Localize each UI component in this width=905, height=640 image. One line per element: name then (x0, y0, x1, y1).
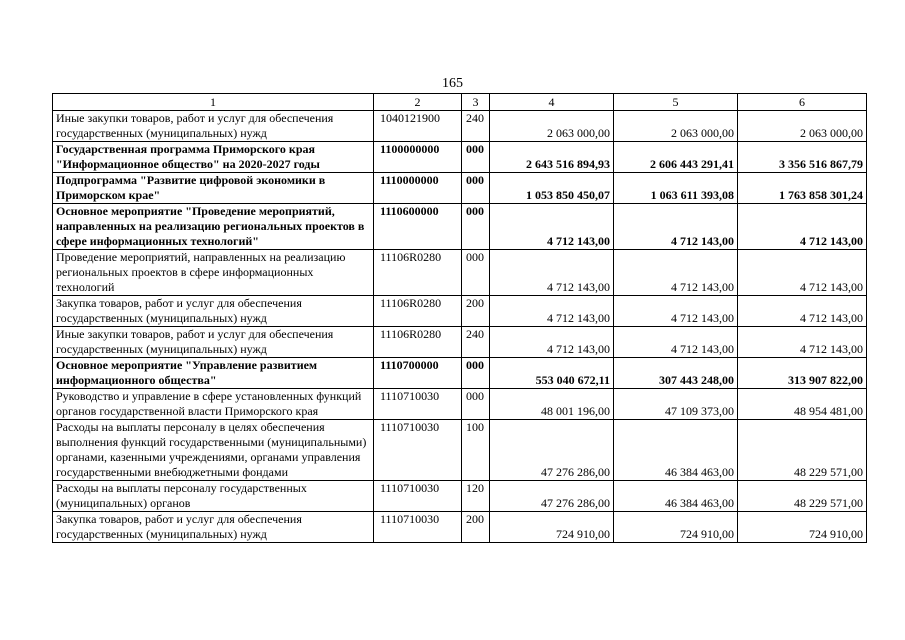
row-code-cell: 1110000000 (374, 173, 462, 204)
page-number: 165 (442, 76, 463, 91)
row-amount-cell: 48 229 571,00 (738, 420, 867, 481)
row-amount-cell: 724 910,00 (738, 512, 867, 543)
row-name-cell: Закупка товаров, работ и услуг для обеспечения государственных (муниципальных) нужд (53, 512, 374, 543)
row-type-cell: 240 (462, 327, 490, 358)
table-row (53, 420, 867, 481)
row-amount-cell: 4 712 143,00 (614, 250, 738, 296)
row-amount-cell: 4 712 143,00 (738, 296, 867, 327)
row-name-cell: Руководство и управление в сфере установленных функций органов государственной власти Приморского края (53, 389, 374, 420)
row-amount-cell: 48 229 571,00 (738, 481, 867, 512)
table-row (53, 512, 867, 543)
table-row (53, 142, 867, 173)
row-amount-cell: 4 712 143,00 (490, 250, 614, 296)
table-row (53, 327, 867, 358)
row-amount-cell: 553 040 672,11 (490, 358, 614, 389)
row-amount-cell: 2 063 000,00 (490, 111, 614, 142)
column-header: 5 (614, 94, 738, 111)
row-amount-cell: 4 712 143,00 (490, 296, 614, 327)
row-amount-cell: 1 763 858 301,24 (738, 173, 867, 204)
row-amount-cell: 4 712 143,00 (490, 204, 614, 250)
table-row (53, 250, 867, 296)
row-amount-cell: 4 712 143,00 (738, 250, 867, 296)
row-code-cell: 1110600000 (374, 204, 462, 250)
table-row (53, 111, 867, 142)
row-amount-cell: 724 910,00 (614, 512, 738, 543)
row-type-cell: 000 (462, 389, 490, 420)
column-header: 1 (53, 94, 374, 111)
row-name-cell: Расходы на выплаты персоналу государственных (муниципальных) органов (53, 481, 374, 512)
row-name-cell: Государственная программа Приморского края "Информационное общество" на 2020-2027 годы (53, 142, 374, 173)
table-row (53, 389, 867, 420)
row-amount-cell: 48 954 481,00 (738, 389, 867, 420)
row-code-cell: 1110710030 (374, 481, 462, 512)
table-row (53, 296, 867, 327)
row-amount-cell: 48 001 196,00 (490, 389, 614, 420)
row-type-cell: 000 (462, 173, 490, 204)
row-amount-cell: 4 712 143,00 (738, 204, 867, 250)
row-amount-cell: 1 063 611 393,08 (614, 173, 738, 204)
row-amount-cell: 307 443 248,00 (614, 358, 738, 389)
row-code-cell: 11106R0280 (374, 296, 462, 327)
row-code-cell: 11106R0280 (374, 250, 462, 296)
row-name-cell: Закупка товаров, работ и услуг для обеспечения государственных (муниципальных) нужд (53, 296, 374, 327)
row-name-cell: Расходы на выплаты персоналу в целях обеспечения выполнения функций государственными (муниципальными) органами, казенными учреждениями, органами управления государственными внебюджетными фондами (53, 420, 374, 481)
row-code-cell: 1110710030 (374, 420, 462, 481)
row-amount-cell: 47 276 286,00 (490, 481, 614, 512)
row-amount-cell: 46 384 463,00 (614, 481, 738, 512)
column-header: 2 (374, 94, 462, 111)
row-amount-cell: 724 910,00 (490, 512, 614, 543)
row-name-cell: Подпрограмма "Развитие цифровой экономики в Приморском крае" (53, 173, 374, 204)
row-type-cell: 000 (462, 358, 490, 389)
row-amount-cell: 47 109 373,00 (614, 389, 738, 420)
row-type-cell: 000 (462, 250, 490, 296)
table-row (53, 204, 867, 250)
table-row (53, 173, 867, 204)
row-type-cell: 120 (462, 481, 490, 512)
row-code-cell: 1100000000 (374, 142, 462, 173)
row-type-cell: 100 (462, 420, 490, 481)
row-amount-cell: 3 356 516 867,79 (738, 142, 867, 173)
column-header: 3 (462, 94, 490, 111)
row-amount-cell: 2 606 443 291,41 (614, 142, 738, 173)
row-name-cell: Основное мероприятие "Проведение мероприятий, направленных на реализацию региональных проектов в сфере информационных технологий" (53, 204, 374, 250)
row-amount-cell: 46 384 463,00 (614, 420, 738, 481)
row-code-cell: 11106R0280 (374, 327, 462, 358)
row-type-cell: 000 (462, 142, 490, 173)
row-amount-cell: 313 907 822,00 (738, 358, 867, 389)
row-amount-cell: 4 712 143,00 (614, 204, 738, 250)
row-amount-cell: 4 712 143,00 (738, 327, 867, 358)
row-type-cell: 240 (462, 111, 490, 142)
table-row (53, 358, 867, 389)
row-code-cell: 1110710030 (374, 512, 462, 543)
row-type-cell: 200 (462, 512, 490, 543)
row-amount-cell: 4 712 143,00 (614, 327, 738, 358)
row-code-cell: 1110700000 (374, 358, 462, 389)
row-code-cell: 1110710030 (374, 389, 462, 420)
row-amount-cell: 2 063 000,00 (614, 111, 738, 142)
budget-table (52, 93, 867, 543)
row-code-cell: 1040121900 (374, 111, 462, 142)
row-amount-cell: 2 063 000,00 (738, 111, 867, 142)
row-amount-cell: 4 712 143,00 (490, 327, 614, 358)
table-row (53, 481, 867, 512)
row-name-cell: Основное мероприятие "Управление развитием информационного общества" (53, 358, 374, 389)
row-amount-cell: 2 643 516 894,93 (490, 142, 614, 173)
row-amount-cell: 47 276 286,00 (490, 420, 614, 481)
column-header: 6 (738, 94, 867, 111)
table-header-row (53, 94, 867, 111)
row-name-cell: Иные закупки товаров, работ и услуг для обеспечения государственных (муниципальных) нужд (53, 327, 374, 358)
row-type-cell: 200 (462, 296, 490, 327)
table-body (53, 111, 867, 543)
row-name-cell: Проведение мероприятий, направленных на реализацию региональных проектов в сфере информационных технологий (53, 250, 374, 296)
row-type-cell: 000 (462, 204, 490, 250)
row-amount-cell: 4 712 143,00 (614, 296, 738, 327)
row-name-cell: Иные закупки товаров, работ и услуг для обеспечения государственных (муниципальных) нужд (53, 111, 374, 142)
column-header: 4 (490, 94, 614, 111)
row-amount-cell: 1 053 850 450,07 (490, 173, 614, 204)
